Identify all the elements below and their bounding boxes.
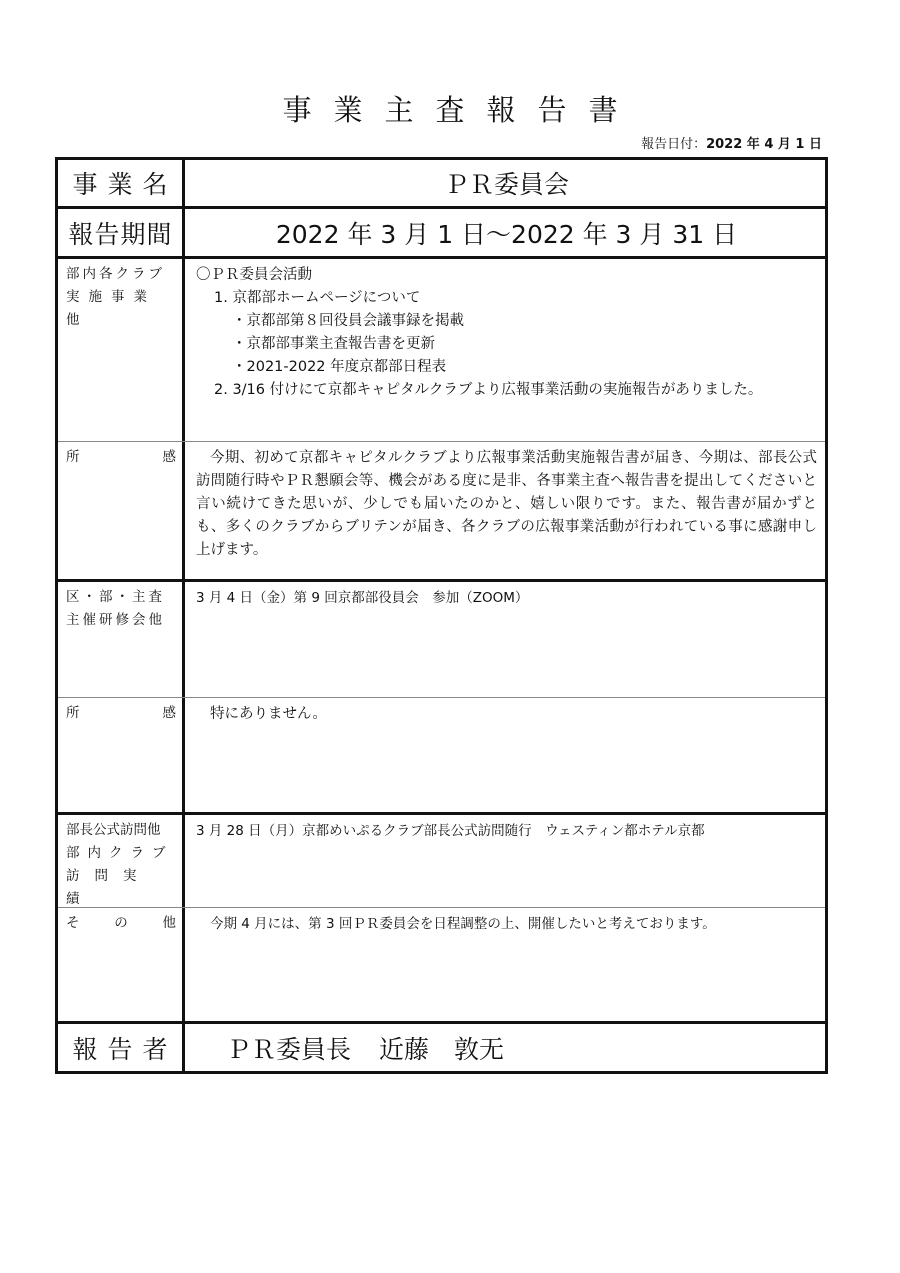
training-text: 3 月 4 日（金）第 9 回京都部役員会 参加（ZOOM）	[196, 590, 529, 606]
document-title: 事業主査報告書	[282, 93, 640, 127]
period-label: 報告期間	[68, 219, 173, 249]
row-impression-2	[58, 698, 825, 815]
label-cell-impression-2	[58, 698, 185, 812]
other-label-char: 他	[162, 915, 176, 931]
impression-1-content	[188, 442, 825, 562]
content-cell-training	[188, 582, 825, 697]
reporter-label: 報告者	[72, 1034, 178, 1064]
other-label-char: そ	[66, 915, 80, 931]
content-cell-other	[188, 908, 825, 1021]
activity-subitem: ・京都部事業主査報告書を更新	[232, 336, 435, 352]
other-text: 今期 4 月には、第 3 回ＰＲ委員会を日程調整の上、開催したいと考えております。	[210, 916, 716, 932]
row-club-activities	[58, 259, 825, 442]
row-other	[58, 908, 825, 1024]
activity-heading: 〇ＰＲ委員会活動	[196, 267, 312, 283]
label-cell-reporter	[58, 1024, 185, 1071]
report-date-label: 報告日付：	[641, 137, 707, 152]
official-visit-text: 3 月 28 日（月）京都めいぷるクラブ部長公式訪問随行 ウェスティン都ホテル京都	[196, 823, 705, 839]
official-visit-label	[58, 815, 182, 911]
training-label-line: 主催研修会他	[66, 612, 165, 628]
official-visit-content	[188, 815, 825, 843]
club-activities-label	[58, 259, 182, 332]
club-activities-content	[188, 259, 825, 402]
reporter-value	[188, 1024, 825, 1071]
official-visit-label-line: 部長公式訪問他	[66, 822, 161, 838]
content-cell-project	[188, 160, 825, 206]
row-training	[58, 582, 825, 698]
content-cell-club-activities	[188, 259, 825, 441]
label-cell-impression-1	[58, 442, 185, 579]
club-activities-label-line: 部内各クラブ	[66, 266, 165, 282]
other-content	[188, 908, 825, 936]
label-cell-training	[58, 582, 185, 697]
other-label-row	[66, 912, 176, 935]
impression-2-label-row	[66, 702, 176, 725]
impression-2-text: 特にありません。	[210, 706, 327, 722]
impression-2-label-char: 感	[162, 705, 176, 721]
row-impression-1	[58, 442, 825, 582]
impression-1-label-row	[66, 446, 176, 469]
reporter-title: ＰＲ委員長	[226, 1034, 352, 1064]
training-label	[58, 582, 182, 632]
label-cell-project	[58, 160, 185, 206]
impression-1-label-char: 所	[66, 449, 80, 465]
activity-item: 1. 京都部ホームページについて	[214, 290, 421, 306]
impression-1-label-char: 感	[162, 449, 176, 465]
label-cell-official-visit	[58, 815, 185, 907]
training-content	[188, 582, 825, 610]
content-cell-official-visit	[188, 815, 825, 907]
impression-2-label	[58, 698, 182, 725]
label-cell-period	[58, 209, 185, 256]
other-label-char: の	[114, 915, 128, 931]
project-label: 事業名	[72, 170, 178, 199]
other-label	[58, 908, 182, 935]
period-value: 2022 年 3 月 1 日～2022 年 3 月 31 日	[275, 219, 738, 249]
impression-1-text: 今期、初めて京都キャピタルクラブより広報事業活動実施報告書が届き、今期は、部長公式訪問随行時やＰＲ懇願会等、機会がある度に是非、各事業主査へ報告書を提出してくださいと言い続けてきた思いが、少しでも届いたのかと、嬉しい限りです。また、報告書が届かずとも、多くのクラブからブリテンが届き、各クラブの広報事業活動が行われている事に感謝申し上げます。	[196, 450, 817, 558]
row-period	[58, 209, 825, 259]
content-cell-impression-2	[188, 698, 825, 812]
club-activities-label-line: 実施事業他	[66, 289, 156, 328]
row-reporter	[58, 1024, 825, 1071]
content-cell-impression-1	[188, 442, 825, 579]
label-cell-other	[58, 908, 185, 1021]
report-date-value: 2022 年 4 月 1 日	[706, 137, 822, 152]
reporter-name: 近藤 敦无	[379, 1034, 505, 1064]
activity-subitem: ・京都部第８回役員会議事録を掲載	[232, 313, 464, 329]
project-value: ＰＲ委員会	[443, 170, 569, 199]
impression-2-content	[188, 698, 825, 726]
impression-1-label	[58, 442, 182, 469]
official-visit-label-line: 訪問実績	[66, 868, 152, 907]
report-date	[600, 133, 822, 152]
impression-2-label-char: 所	[66, 705, 80, 721]
row-official-visit	[58, 815, 825, 908]
official-visit-label-line: 部内クラブ	[66, 845, 174, 861]
report-table	[55, 157, 828, 1074]
content-cell-reporter	[188, 1024, 825, 1071]
activity-subitem: ・2021-2022 年度京都部日程表	[232, 359, 447, 375]
label-cell-club-activities	[58, 259, 185, 441]
content-cell-period	[188, 209, 825, 256]
training-label-line: 区・部・主査	[66, 589, 165, 605]
row-project	[58, 160, 825, 209]
activity-item: 2. 3/16 付けにて京都キャピタルクラブより広報事業活動の実施報告がありました。	[214, 382, 763, 398]
